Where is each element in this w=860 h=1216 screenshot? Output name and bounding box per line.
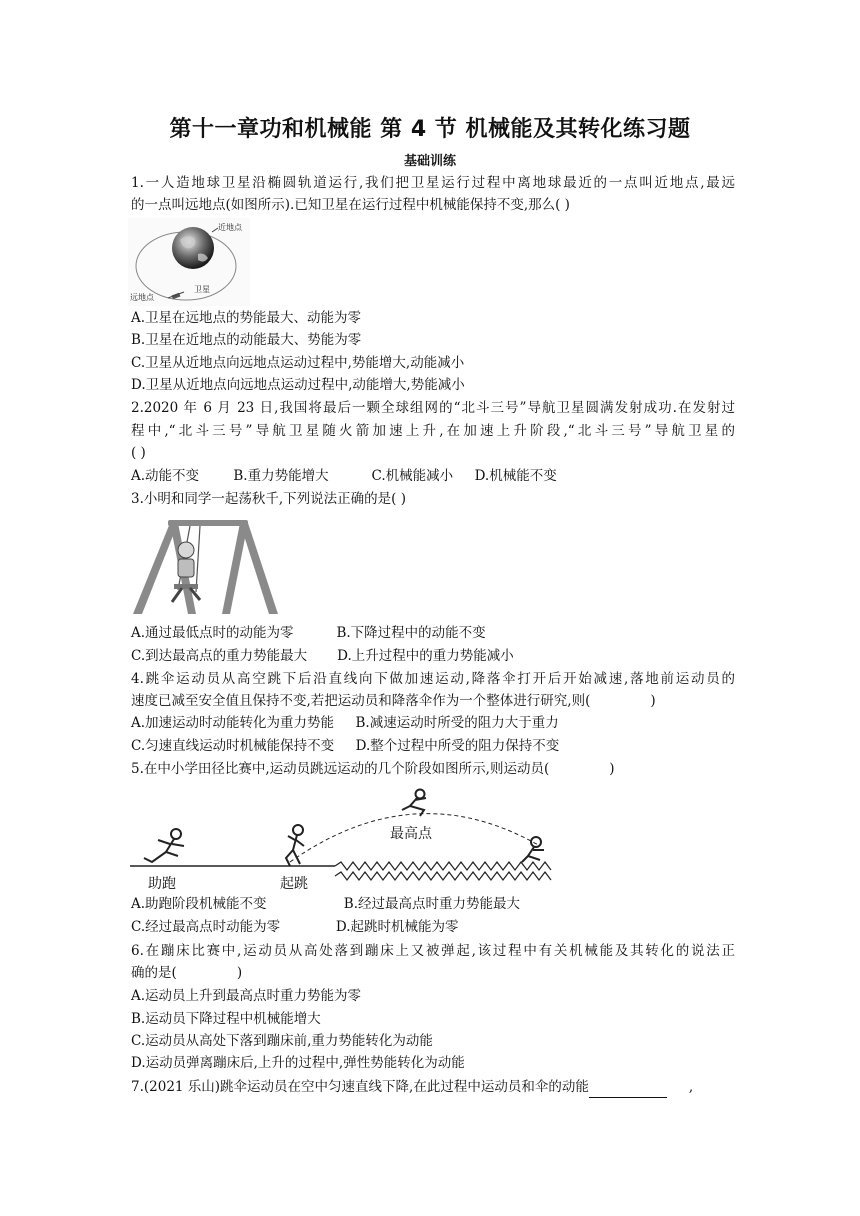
satellite-orbit-figure [128, 218, 250, 306]
run-label: 助跑 [148, 876, 176, 892]
long-jump-figure [130, 784, 570, 894]
q4-options-ab: A.加速运动时动能转化为重力势能 B.减速运动时所受的阻力大于重力 [131, 715, 559, 731]
near-point-label: 近地点 [218, 223, 242, 232]
q1-option-a: A.卫星在远地点的势能最大、动能为零 [131, 310, 362, 326]
q6-stem-line1: 6.在蹦床比赛中,运动员从高处落到蹦床上又被弹起,该过程中有关机械能及其转化的说法正 [131, 943, 735, 959]
takeoff-label: 起跳 [280, 876, 308, 892]
q1-stem-line2: 的一点叫远地点(如图所示).已知卫星在运行过程中机械能保持不变,那么( ) [131, 197, 570, 213]
earth-globe [172, 227, 214, 269]
q1-option-b: B.卫星在近地点的动能最大、势能为零 [131, 332, 362, 348]
q5-options-ab: A.助跑阶段机械能不变 B.经过最高点时重力势能最大 [131, 896, 520, 912]
q5-stem: 5.在中小学田径比赛中,运动员跳远运动的几个阶段如图所示,则运动员( ) [131, 761, 615, 777]
q4-stem-line2: 速度已减至安全值且保持不变,若把运动员和降落伞作为一个整体进行研究,则( ) [131, 693, 656, 709]
q4-stem-line1: 4.跳伞运动员从高空跳下后沿直线向下做加速运动,降落伞打开后开始减速,落地前运动员的 [131, 671, 735, 687]
q3-options-cd: C.到达最高点的重力势能最大 D.上升过程中的重力势能减小 [131, 648, 514, 664]
q6-stem-line2: 确的是( ) [131, 965, 243, 981]
swing-figure [130, 514, 282, 618]
highest-point-label: 最高点 [390, 826, 432, 842]
q3-options-ab: A.通过最低点时的动能为零 B.下降过程中的动能不变 [131, 625, 486, 641]
q6-option-b: B.运动员下降过程中机械能增大 [131, 1011, 321, 1027]
q2-options: A.动能不变 B.重力势能增大 C.机械能减小 D.机械能不变 [131, 468, 557, 484]
q2-stem-line2: 程中,“北斗三号”导航卫星随火箭加速上升,在加速上升阶段,“北斗三号”导航卫星的 [131, 423, 735, 439]
q1-option-d: D.卫星从近地点向远地点运动过程中,动能增大,势能减小 [131, 377, 465, 393]
satellite-label: 卫星 [194, 285, 210, 294]
section-subtitle: 基础训练 [403, 154, 456, 169]
q6-option-d: D.运动员弹离蹦床后,上升的过程中,弹性势能转化为动能 [131, 1055, 465, 1071]
q5-options-cd: C.经过最高点时动能为零 D.起跳时机械能为零 [131, 919, 459, 935]
q2-stem-line3: ( ) [131, 445, 146, 461]
q6-option-c: C.运动员从高处下落到蹦床前,重力势能转化为动能 [131, 1033, 433, 1049]
q2-stem-line1: 2.2020 年 6 月 23 日,我国将最后一颗全球组网的“北斗三号”导航卫星圆满发射成功.在发射过 [131, 400, 735, 416]
q1-option-c: C.卫星从近地点向远地点运动过程中,势能增大,动能减小 [131, 355, 465, 371]
q7-stem-text: 7.(2021 乐山)跳伞运动员在空中匀速直线下降,在此过程中运动员和伞的动能 [131, 1079, 589, 1095]
q7-tail: , [688, 1079, 694, 1095]
q3-stem: 3.小明和同学一起荡秋千,下列说法正确的是( ) [131, 491, 406, 507]
q1-stem-line1: 1.一人造地球卫星沿椭圆轨道运行,我们把卫星运行过程中离地球最近的一点叫近地点,最远 [131, 175, 735, 191]
q4-options-cd: C.匀速直线运动时机械能保持不变 D.整个过程中所受的阻力保持不变 [131, 738, 560, 754]
far-point-label: 远地点 [130, 293, 154, 302]
page-title: 第十一章功和机械能 第 4 节 机械能及其转化练习题 [169, 117, 691, 142]
q7-stem [131, 1076, 735, 1098]
q6-option-a: A.运动员上升到最高点时重力势能为零 [131, 988, 362, 1004]
q7-answer-blank[interactable] [589, 1083, 667, 1098]
